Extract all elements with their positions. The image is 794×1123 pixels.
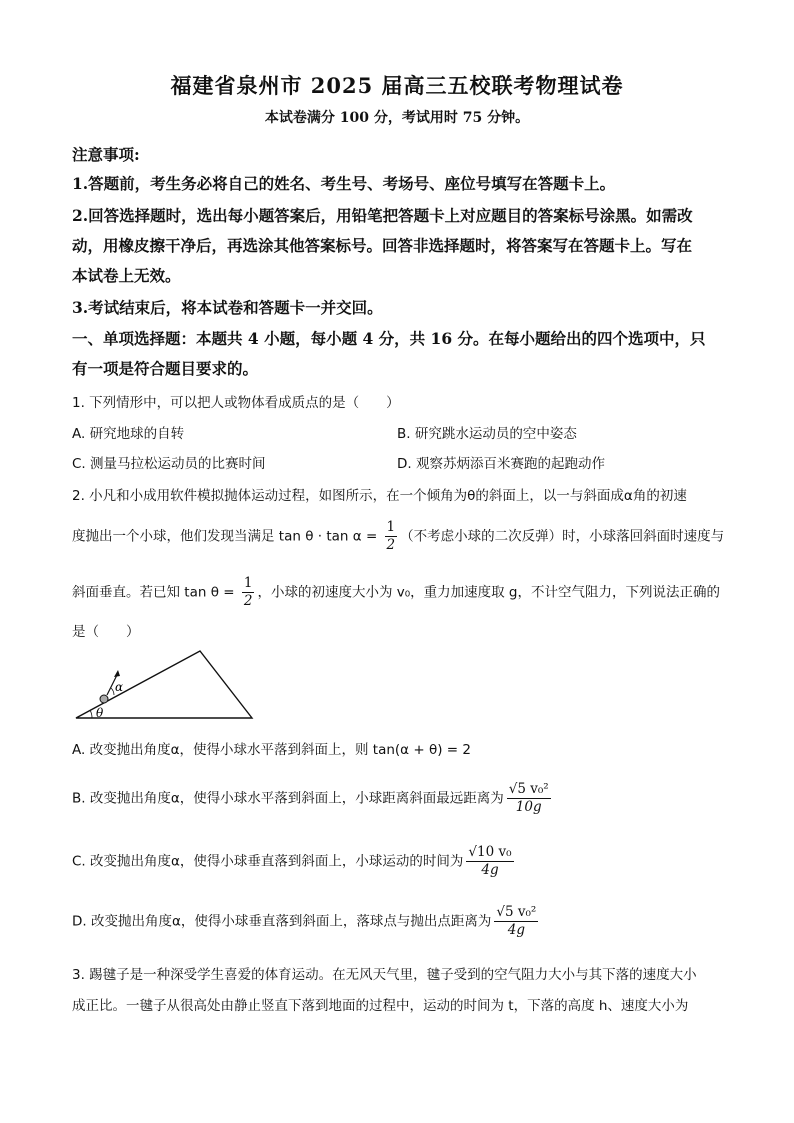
q2-option-d-num: √5 v₀² <box>496 904 537 920</box>
q2-option-b-text: B. 改变抛出角度α，使得小球水平落到斜面上，小球距离斜面最远距离为 <box>72 790 504 807</box>
q2-option-c-text: C. 改变抛出角度α，使得小球垂直落到斜面上，小球运动的时间为 <box>72 853 464 870</box>
q2-option-b-fraction <box>507 782 551 815</box>
q2-line-3-end: ，小球的初速度大小为 v₀，重力加速度取 g，不计空气阻力，下列说法正确的 <box>257 584 721 601</box>
exam-subtitle: 本试卷满分 100 分，考试用时 75 分钟。 <box>264 110 530 126</box>
alpha-label: α <box>115 680 124 694</box>
q2-line-2-start: 度抛出一个小球，他们发现当满足 tan θ · tan α = <box>72 528 382 545</box>
q3-line-2: 成正比。一毽子从很高处由静止竖直下落到地面的过程中，运动的时间为 t，下落的高度 h、速度大小为 <box>72 998 689 1014</box>
notice-item-2-line-2: 动，用橡皮擦干净后，再选涂其他答案标号。回答非选择题时，将答案写在答题卡上。写在 <box>72 236 693 255</box>
q2-option-d-text: D. 改变抛出角度α，使得小球垂直落到斜面上，落球点与抛出点距离为 <box>72 913 492 930</box>
q2-line-4: 是（ ） <box>72 624 140 640</box>
q1-option-a: A. 研究地球的自转 <box>72 426 185 442</box>
notice-item-1: 1.答题前，考生务必将自己的姓名、考生号、考场号、座位号填写在答题卡上。 <box>72 174 616 193</box>
notice-item-3: 3.考试结束后，将本试卷和答题卡一并交回。 <box>72 298 383 317</box>
q2-option-c-fraction <box>466 845 513 878</box>
q2-option-c-den: 4g <box>481 861 499 878</box>
q2-frac-den: 2 <box>386 536 396 553</box>
notice-item-2-line-1: 2.回答选择题时，选出每小题答案后，用铅笔把答题卡上对应题目的答案标号涂黑。如需改 <box>72 206 693 225</box>
q2-tan-den: 2 <box>243 592 253 609</box>
theta-arc <box>90 710 92 718</box>
q2-line-2-end: （不考虑小球的二次反弹）时，小球落回斜面时速度与 <box>400 528 725 545</box>
q2-option-b <box>72 782 554 815</box>
q2-option-d-fraction <box>494 905 538 938</box>
q2-fraction-tan-theta <box>242 576 255 609</box>
q1-option-c: C. 测量马拉松运动员的比赛时间 <box>72 456 266 472</box>
q2-option-d-den: 4g <box>507 921 525 938</box>
q2-option-c <box>72 845 517 878</box>
q3-line-1: 3. 踢毽子是一种深受学生喜爱的体育运动。在无风天气里，毽子受到的空气阻力大小与其下落的速度大小 <box>72 967 697 983</box>
q2-option-a: A. 改变抛出角度α，使得小球水平落到斜面上，则 tan(α + θ) = 2 <box>72 742 471 758</box>
exam-title: 福建省泉州市 2025 届高三五校联考物理试卷 <box>170 73 624 98</box>
q2-option-c-num: √10 v₀ <box>468 844 512 860</box>
notice-item-2-line-3: 本试卷上无效。 <box>72 266 181 285</box>
q2-line-2 <box>72 520 724 553</box>
notice-heading: 注意事项: <box>72 145 140 164</box>
q2-option-b-den: 10g <box>515 798 542 815</box>
q2-option-b-num: √5 v₀² <box>508 781 549 797</box>
q2-line-3 <box>72 576 720 609</box>
q1-stem: 1. 下列情形中，可以把人或物体看成质点的是（ ） <box>72 395 400 411</box>
q2-line-1: 2. 小凡和小成用软件模拟抛体运动过程，如图所示，在一个倾角为θ的斜面上，以一与斜面成α角的初速 <box>72 488 687 504</box>
q2-line-3-start: 斜面垂直。若已知 tan θ = <box>72 584 239 601</box>
q2-frac-num: 1 <box>386 519 396 535</box>
q1-option-b: B. 研究跳水运动员的空中姿态 <box>397 426 577 442</box>
theta-label: θ <box>96 706 104 720</box>
q2-option-d <box>72 905 541 938</box>
q2-tan-num: 1 <box>243 575 253 591</box>
ball <box>100 695 108 703</box>
velocity-arrow-head <box>114 670 120 677</box>
alpha-arc <box>111 688 114 695</box>
q2-fraction-one-half <box>385 520 398 553</box>
incline-figure <box>72 648 262 722</box>
section-heading-line-1: 一、单项选择题：本题共 4 小题，每小题 4 分，共 16 分。在每小题给出的四个选项中，只 <box>72 329 706 348</box>
section-heading-line-2: 有一项是符合题目要求的。 <box>72 359 259 378</box>
q1-option-d: D. 观察苏炳添百米赛跑的起跑动作 <box>397 456 605 472</box>
